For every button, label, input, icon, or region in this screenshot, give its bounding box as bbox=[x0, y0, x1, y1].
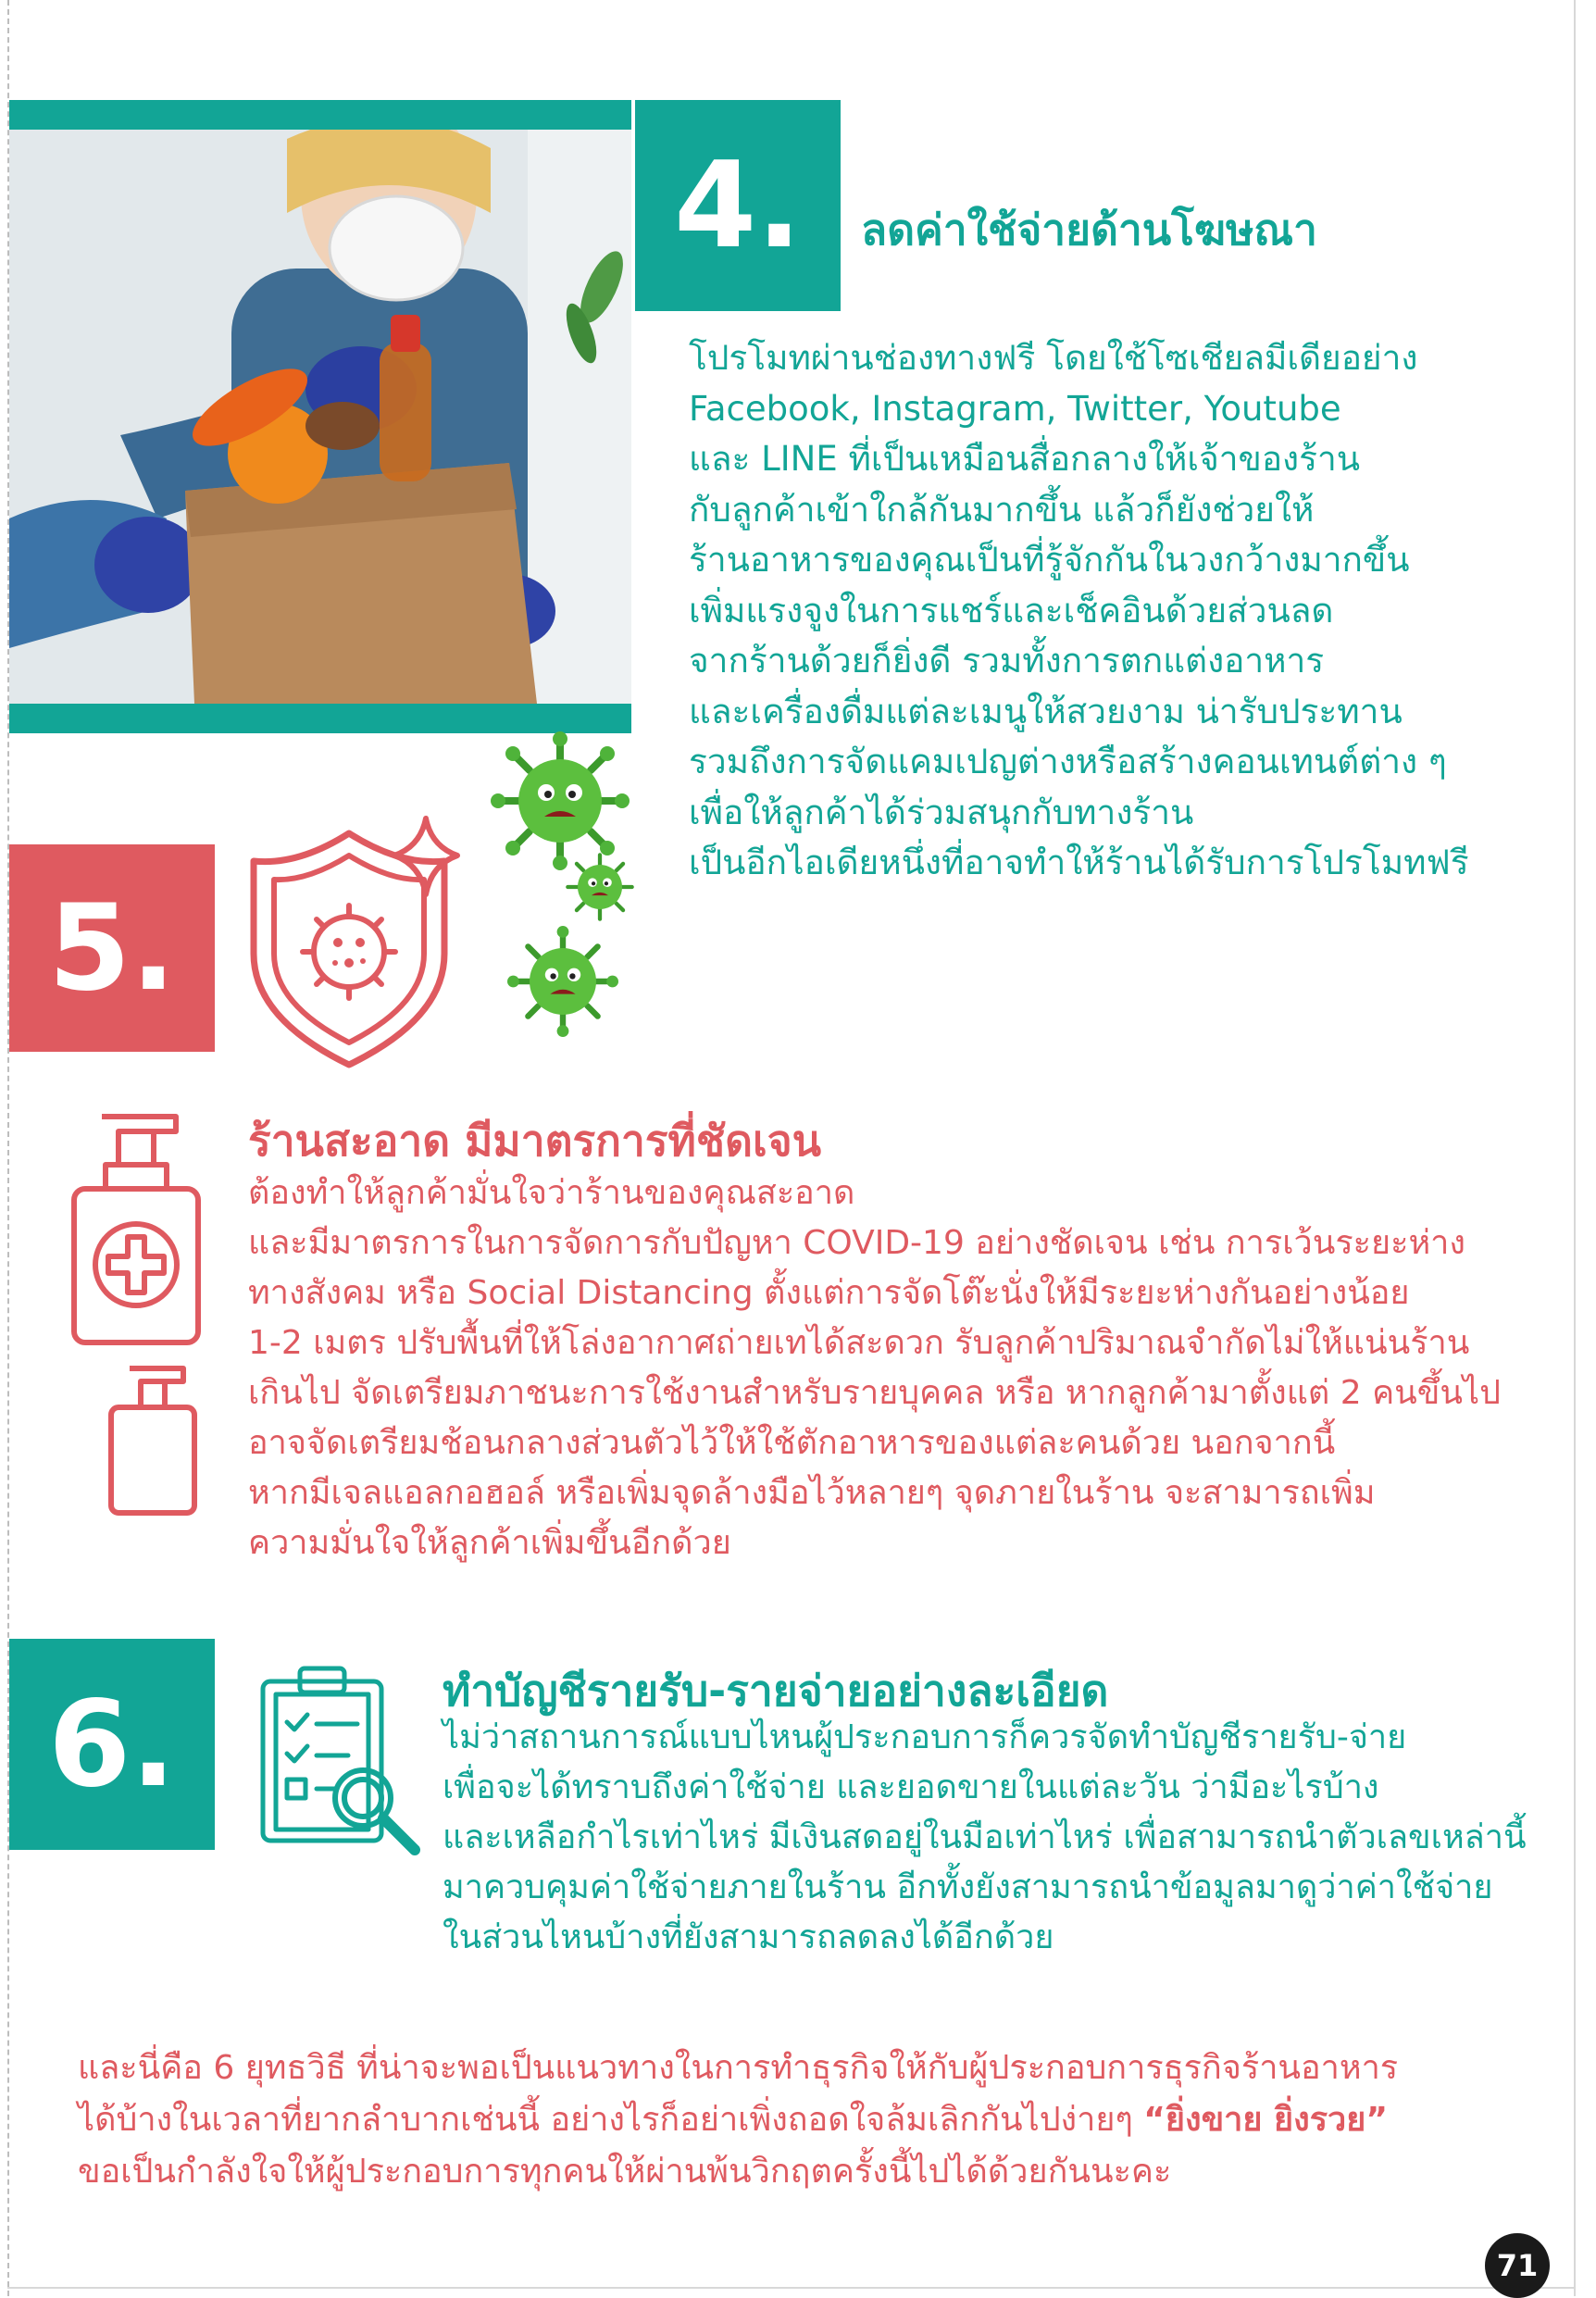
conclusion-text: ได้บ้างในเวลาที่ยากลำบากเช่นนี้ อย่างไรก็อย่าเพิ่งถอดใจล้มเลิกกันไปง่ายๆ bbox=[78, 2101, 1144, 2139]
body-line: กับลูกค้าเข้าใกล้กันมากขึ้น แล้วก็ยังช่วยให้ bbox=[689, 489, 1315, 530]
conclusion-line: ขอเป็นกำลังใจให้ผู้ประกอบการทุกคนให้ผ่านพ้นวิกฤตครั้งนี้ไปได้ด้วยกันนะคะ bbox=[78, 2153, 1172, 2191]
slogan-quote: “ยิ่งขาย ยิ่งรวย” bbox=[1143, 2101, 1388, 2139]
body-line: และเหลือกำไรเท่าไหร่ มีเงินสดอยู่ในมือเท่าไหร่ เพื่อสามารถนำตัวเลขเหล่านี้ bbox=[443, 1818, 1527, 1856]
body-line: เพื่อจะได้ทราบถึงค่าใช้จ่าย และยอดขายในแต่ละวัน ว่ามีอะไรบ้าง bbox=[443, 1768, 1379, 1806]
body-line: โปรโมทผ่านช่องทางฟรี โดยใช้โซเชียลมีเดียอย่าง bbox=[689, 338, 1418, 378]
body-line: Facebook, Instagram, Twitter, Youtube bbox=[689, 388, 1341, 429]
body-line: และมีมาตรการในการจัดการกับปัญหา COVID-19 อย่างชัดเจน เช่น การเว้นระยะห่าง bbox=[248, 1224, 1465, 1262]
body-line: ในส่วนไหนบ้างที่ยังสามารถลดลงได้อีกด้วย bbox=[443, 1918, 1054, 1956]
pump-bottle-icon bbox=[102, 1361, 204, 1518]
section-body-5 bbox=[248, 1168, 1563, 1568]
sparkle-icon bbox=[389, 815, 463, 898]
body-line: เป็นอีกไอเดียหนึ่งที่อาจทำให้ร้านได้รับการโปรโมทฟรี bbox=[689, 843, 1469, 882]
teal-band-bottom bbox=[9, 704, 631, 733]
photo-food-delivery bbox=[9, 130, 631, 704]
page-number: 71 bbox=[1485, 2233, 1550, 2298]
body-line: อาจจัดเตรียมช้อนกลางส่วนตัวไว้ให้ใช้ตักอาหารของแต่ละคนด้วย นอกจากนี้ bbox=[248, 1424, 1336, 1462]
teal-band-top bbox=[9, 100, 631, 130]
section-heading-6: ทำบัญชีรายรับ-รายจ่ายอย่างละเอียด bbox=[443, 1666, 1109, 1716]
body-line: 1-2 เมตร ปรับพื้นที่ให้โล่งอากาศถ่ายเทได้สะดวก รับลูกค้าปริมาณจำกัดไม่ให้แน่นร้าน bbox=[248, 1324, 1470, 1362]
section-body-6 bbox=[443, 1713, 1553, 1963]
body-line: หากมีเจลแอลกอฮอล์ หรือเพิ่มจุดล้างมือไว้หลายๆ จุดภายในร้าน จะสามารถเพิ่ม bbox=[248, 1474, 1376, 1512]
body-line: ทางสังคม หรือ Social Distancing ตั้งแต่การจัดโต๊ะนั่งให้มีระยะห่างกันอย่างน้อย bbox=[248, 1274, 1410, 1312]
body-line: ไม่ว่าสถานการณ์แบบไหนผู้ประกอบการก็ควรจัดทำบัญชีรายรับ-จ่าย bbox=[443, 1718, 1407, 1756]
page-edge-bottom bbox=[7, 2287, 1576, 2289]
section-number-5: 5. bbox=[9, 844, 215, 1052]
conclusion-line: และนี่คือ 6 ยุทธวิธี ที่น่าจะพอเป็นแนวทางในการทำธุรกิจให้กับผู้ประกอบการธุรกิจร้านอาหาร bbox=[78, 2049, 1399, 2087]
hand-sanitizer-icon bbox=[65, 1107, 204, 1348]
body-line: เพื่อให้ลูกค้าได้ร่วมสนุกกับทางร้าน bbox=[689, 792, 1194, 832]
magnifier-icon bbox=[324, 1759, 426, 1861]
section-number-4: 4. bbox=[635, 100, 841, 311]
section-number-6: 6. bbox=[9, 1639, 215, 1850]
section-heading-5: ร้านสะอาด มีมาตรการที่ชัดเจน bbox=[248, 1116, 822, 1166]
body-line: และ LINE ที่เป็นเหมือนสื่อกลางให้เจ้าของร้าน bbox=[689, 439, 1361, 479]
body-line: จากร้านด้วยก็ยิ่งดี รวมทั้งการตกแต่งอาหาร bbox=[689, 641, 1325, 681]
conclusion-paragraph bbox=[78, 2042, 1559, 2198]
body-line: เพิ่มแรงจูงในการแชร์และเช็คอินด้วยส่วนลด bbox=[689, 590, 1334, 631]
body-line: รวมถึงการจัดแคมเปญต่างหรือสร้างคอนเทนต์ต่าง ๆ bbox=[689, 742, 1447, 781]
section-body-4 bbox=[689, 333, 1559, 889]
body-line: ความมั่นใจให้ลูกค้าเพิ่มขึ้นอีกด้วย bbox=[248, 1524, 731, 1562]
body-line: มาควบคุมค่าใช้จ่ายภายในร้าน อีกทั้งยังสามารถนำข้อมูลมาดูว่าค่าใช้จ่าย bbox=[443, 1868, 1493, 1906]
photo-illustration bbox=[9, 130, 631, 704]
body-line: ร้านอาหารของคุณเป็นที่รู้จักกันในวงกว้างมากขึ้น bbox=[689, 540, 1410, 580]
virus-character-icon bbox=[563, 850, 637, 924]
virus-character-icon bbox=[507, 926, 618, 1037]
conclusion-line bbox=[78, 2094, 1559, 2146]
body-line: และเครื่องดื่มแต่ละเมนูให้สวยงาม น่ารับประทาน bbox=[689, 691, 1403, 731]
body-line: เกินไป จัดเตรียมภาชนะการใช้งานสำหรับรายบุคคล หรือ หากลูกค้ามาตั้งแต่ 2 คนขึ้นไป bbox=[248, 1374, 1501, 1412]
section-heading-4: ลดค่าใช้จ่ายด้านโฆษณา bbox=[861, 205, 1317, 255]
page-edge-right bbox=[1574, 0, 1576, 2296]
body-line: ต้องทำให้ลูกค้ามั่นใจว่าร้านของคุณสะอาด bbox=[248, 1174, 855, 1212]
